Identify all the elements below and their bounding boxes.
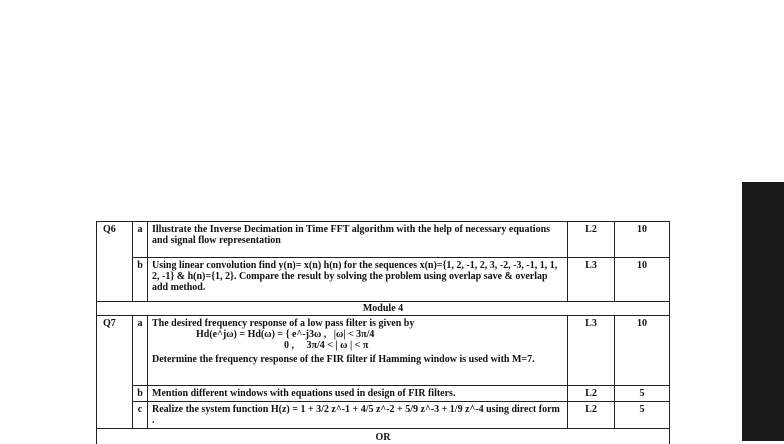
subpart-label: a — [133, 222, 148, 258]
subpart-label: b — [133, 386, 148, 402]
question-number: Q7 — [97, 316, 133, 429]
marks: 10 — [615, 316, 670, 386]
question-text: Mention different windows with equations used in design of FIR filters. — [148, 386, 568, 402]
subpart-label: a — [133, 316, 148, 386]
subpart-label: c — [133, 402, 148, 429]
module-heading: Module 4 — [97, 302, 670, 316]
subpart-label: b — [133, 258, 148, 302]
or-label: OR — [376, 432, 391, 443]
or-cell — [97, 429, 670, 444]
equation-line: 0 , 3π/4 < | ω | < π — [152, 340, 564, 351]
question-text: Realize the system function H(z) = 1 + 3/2 z^-1 + 4/5 z^-2 + 5/9 z^-3 + 1/9 z^-4 using direct form . — [148, 402, 568, 429]
table-row — [97, 402, 670, 429]
equation-line: Hd(e^jω) = Hd(ω) = { e^-j3ω , |ω| < 3π/4 — [152, 329, 564, 340]
question-text: Illustrate the Inverse Decimation in Time FFT algorithm with the help of necessary equations and signal flow representation — [148, 222, 568, 258]
marks: 5 — [615, 402, 670, 429]
bloom-level: L2 — [568, 402, 615, 429]
table-row — [97, 316, 670, 386]
marks: 5 — [615, 386, 670, 402]
bloom-level: L3 — [568, 258, 615, 302]
question-text — [148, 316, 568, 386]
table-row — [97, 386, 670, 402]
bloom-level: L2 — [568, 222, 615, 258]
bloom-level: L3 — [568, 316, 615, 386]
table-row — [97, 302, 670, 316]
question-paper-table — [96, 221, 670, 444]
table-row — [97, 429, 670, 444]
marks: 10 — [615, 258, 670, 302]
question-number: Q6 — [97, 222, 133, 302]
questions-table — [96, 221, 670, 444]
table-row — [97, 222, 670, 258]
marks: 10 — [615, 222, 670, 258]
question-intro: The desired frequency response of a low pass filter is given by — [152, 318, 564, 329]
right-edge-bar — [742, 182, 784, 441]
question-outro: Determine the frequency response of the FIR filter if Hamming window is used with M=7. — [152, 354, 564, 365]
table-row — [97, 258, 670, 302]
bloom-level: L2 — [568, 386, 615, 402]
question-text: Using linear convolution find y(n)= x(n) h(n) for the sequences x(n)={1, 2, -1, 2, 3, -2, -3, -1, 1, 1, 2, -1} & h(n)={1, 2}. Compare the result by solving the problem using overlap save & overlap add method. — [148, 258, 568, 302]
